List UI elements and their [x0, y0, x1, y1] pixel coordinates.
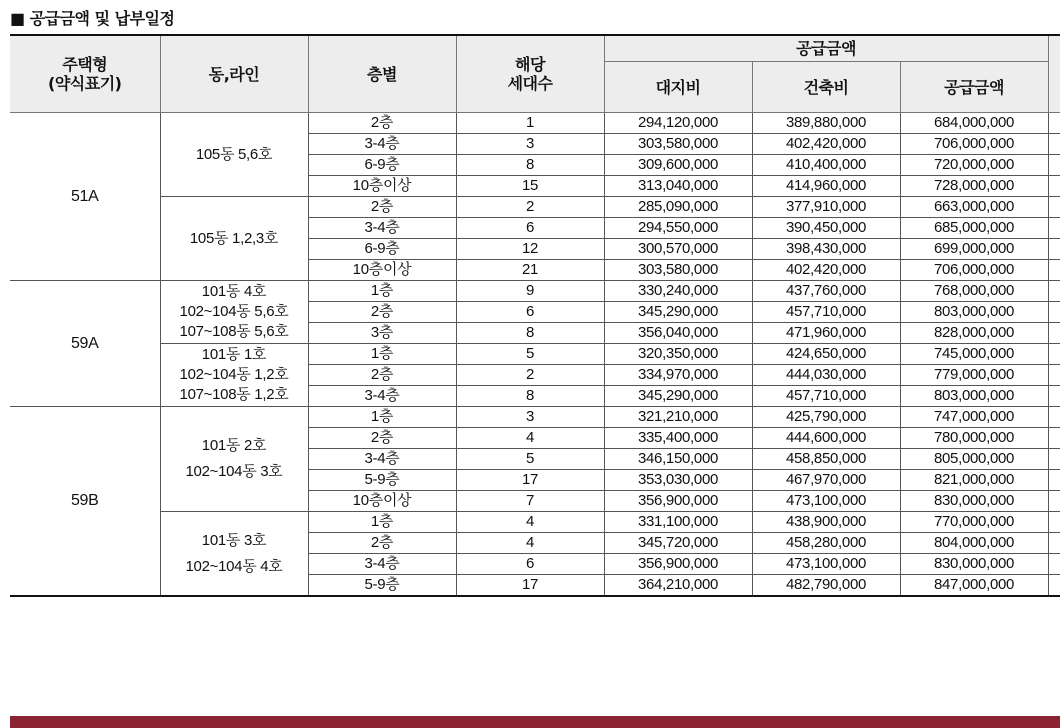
cut-off-cell [1048, 512, 1060, 533]
units-cell: 4 [456, 428, 604, 449]
supply-total-cell: 804,000,000 [900, 533, 1048, 554]
header-supply-total: 공급금액 [900, 62, 1048, 113]
cut-off-cell [1048, 428, 1060, 449]
land-cost-cell: 294,120,000 [604, 113, 752, 134]
units-cell: 21 [456, 260, 604, 281]
cut-off-cell [1048, 470, 1060, 491]
land-cost-cell: 321,210,000 [604, 407, 752, 428]
land-cost-cell: 345,290,000 [604, 386, 752, 407]
units-cell: 1 [456, 113, 604, 134]
floor-cell: 10층이상 [308, 491, 456, 512]
cut-off-cell [1048, 344, 1060, 365]
cut-off-cell [1048, 491, 1060, 512]
cut-off-cell [1048, 449, 1060, 470]
table-row [10, 344, 1060, 365]
building-cost-cell: 458,280,000 [752, 533, 900, 554]
land-cost-cell: 334,970,000 [604, 365, 752, 386]
building-cost-cell: 473,100,000 [752, 491, 900, 512]
floor-cell: 10층이상 [308, 176, 456, 197]
next-section-bar [10, 716, 1060, 728]
floor-cell: 2층 [308, 533, 456, 554]
floor-cell: 3층 [308, 323, 456, 344]
dong-line-text: 101동 2호 [201, 437, 267, 454]
land-cost-cell: 335,400,000 [604, 428, 752, 449]
cut-off-cell [1048, 176, 1060, 197]
units-cell: 15 [456, 176, 604, 197]
units-cell: 6 [456, 554, 604, 575]
header-land-cost: 대지비 [604, 62, 752, 113]
land-cost-cell: 346,150,000 [604, 449, 752, 470]
land-cost-cell: 309,600,000 [604, 155, 752, 176]
table-row [10, 407, 1060, 428]
cut-off-cell [1048, 365, 1060, 386]
dong-line-cell [160, 512, 308, 597]
building-cost-cell: 389,880,000 [752, 113, 900, 134]
header-cut-off-column [1048, 35, 1060, 113]
floor-cell: 2층 [308, 197, 456, 218]
land-cost-cell: 331,100,000 [604, 512, 752, 533]
building-cost-cell: 437,760,000 [752, 281, 900, 302]
cut-off-cell [1048, 533, 1060, 554]
dong-line-cell [160, 281, 308, 344]
units-cell: 2 [456, 365, 604, 386]
dong-line-text: 107~108동 1,2호 [179, 386, 289, 403]
land-cost-cell: 313,040,000 [604, 176, 752, 197]
header-building-cost: 건축비 [752, 62, 900, 113]
housing-type-cell: 51A [10, 113, 160, 281]
floor-cell: 2층 [308, 365, 456, 386]
floor-cell: 2층 [308, 113, 456, 134]
building-cost-cell: 390,450,000 [752, 218, 900, 239]
floor-cell: 3-4층 [308, 386, 456, 407]
building-cost-cell: 438,900,000 [752, 512, 900, 533]
dong-line-text: 105동 5,6호 [195, 145, 273, 163]
units-cell: 2 [456, 197, 604, 218]
land-cost-cell: 300,570,000 [604, 239, 752, 260]
cut-off-cell [1048, 281, 1060, 302]
dong-line-text: 102~104동 3호 [185, 463, 283, 480]
land-cost-cell: 356,040,000 [604, 323, 752, 344]
units-cell: 17 [456, 470, 604, 491]
land-cost-cell: 345,720,000 [604, 533, 752, 554]
supply-total-cell: 803,000,000 [900, 302, 1048, 323]
units-cell: 9 [456, 281, 604, 302]
land-cost-cell: 294,550,000 [604, 218, 752, 239]
land-cost-cell: 364,210,000 [604, 575, 752, 597]
building-cost-cell: 457,710,000 [752, 386, 900, 407]
land-cost-cell: 345,290,000 [604, 302, 752, 323]
supply-total-cell: 720,000,000 [900, 155, 1048, 176]
building-cost-cell: 473,100,000 [752, 554, 900, 575]
land-cost-cell: 353,030,000 [604, 470, 752, 491]
cut-off-cell [1048, 554, 1060, 575]
floor-cell: 1층 [308, 512, 456, 533]
building-cost-cell: 482,790,000 [752, 575, 900, 597]
floor-cell: 2층 [308, 302, 456, 323]
units-cell: 7 [456, 491, 604, 512]
housing-type-cell: 59A [10, 281, 160, 407]
dong-line-cell [160, 113, 308, 197]
building-cost-cell: 471,960,000 [752, 323, 900, 344]
units-cell: 6 [456, 218, 604, 239]
building-cost-cell: 398,430,000 [752, 239, 900, 260]
supply-total-cell: 685,000,000 [900, 218, 1048, 239]
table-row [10, 512, 1060, 533]
cut-off-cell [1048, 239, 1060, 260]
table-row [10, 197, 1060, 218]
floor-cell: 5-9층 [308, 470, 456, 491]
cut-off-cell [1048, 407, 1060, 428]
building-cost-cell: 444,600,000 [752, 428, 900, 449]
supply-total-cell: 684,000,000 [900, 113, 1048, 134]
table-row [10, 281, 1060, 302]
supply-total-cell: 747,000,000 [900, 407, 1048, 428]
dong-line-text: 107~108동 5,6호 [179, 323, 289, 340]
units-cell: 4 [456, 512, 604, 533]
cut-off-cell [1048, 302, 1060, 323]
supply-total-cell: 805,000,000 [900, 449, 1048, 470]
building-cost-cell: 402,420,000 [752, 134, 900, 155]
building-cost-cell: 414,960,000 [752, 176, 900, 197]
supply-total-cell: 821,000,000 [900, 470, 1048, 491]
land-cost-cell: 320,350,000 [604, 344, 752, 365]
units-cell: 4 [456, 533, 604, 554]
units-cell: 3 [456, 134, 604, 155]
supply-total-cell: 847,000,000 [900, 575, 1048, 597]
supply-total-cell: 768,000,000 [900, 281, 1048, 302]
header-dong-line: 동,라인 [160, 35, 308, 113]
floor-cell: 3-4층 [308, 554, 456, 575]
floor-cell: 6-9층 [308, 239, 456, 260]
supply-total-cell: 779,000,000 [900, 365, 1048, 386]
cut-off-cell [1048, 386, 1060, 407]
floor-cell: 1층 [308, 281, 456, 302]
floor-cell: 1층 [308, 407, 456, 428]
supply-total-cell: 830,000,000 [900, 491, 1048, 512]
dong-line-text: 102~104동 5,6호 [179, 303, 289, 320]
cut-off-cell [1048, 134, 1060, 155]
land-cost-cell: 285,090,000 [604, 197, 752, 218]
dong-line-text: 101동 1호 [201, 346, 267, 363]
dong-line-cell [160, 197, 308, 281]
dong-line-text: 101동 4호 [201, 283, 267, 300]
header-units: 해당 세대수 [456, 35, 604, 113]
header-floor: 층별 [308, 35, 456, 113]
floor-cell: 3-4층 [308, 218, 456, 239]
units-cell: 8 [456, 386, 604, 407]
building-cost-cell: 458,850,000 [752, 449, 900, 470]
supply-total-cell: 803,000,000 [900, 386, 1048, 407]
dong-line-text: 101동 3호 [201, 531, 267, 549]
floor-cell: 1층 [308, 344, 456, 365]
building-cost-cell: 425,790,000 [752, 407, 900, 428]
cut-off-cell [1048, 197, 1060, 218]
dong-line-text: 102~104동 1,2호 [179, 366, 289, 383]
dong-line-cell [160, 407, 308, 512]
supply-total-cell: 770,000,000 [900, 512, 1048, 533]
supply-total-cell: 828,000,000 [900, 323, 1048, 344]
floor-cell: 10층이상 [308, 260, 456, 281]
building-cost-cell: 377,910,000 [752, 197, 900, 218]
cut-off-cell [1048, 155, 1060, 176]
table-body [10, 113, 1060, 597]
building-cost-cell: 424,650,000 [752, 344, 900, 365]
section-title: ■ 공급금액 및 납부일정 [10, 9, 175, 28]
units-cell: 6 [456, 302, 604, 323]
land-cost-cell: 330,240,000 [604, 281, 752, 302]
units-cell: 8 [456, 155, 604, 176]
units-cell: 3 [456, 407, 604, 428]
supply-total-cell: 699,000,000 [900, 239, 1048, 260]
units-cell: 17 [456, 575, 604, 597]
supply-total-cell: 706,000,000 [900, 134, 1048, 155]
supply-total-cell: 728,000,000 [900, 176, 1048, 197]
land-cost-cell: 356,900,000 [604, 554, 752, 575]
housing-type-cell: 59B [10, 407, 160, 597]
header-supply-group: 공급금액 [604, 35, 1048, 62]
dong-line-text: 102~104동 4호 [185, 557, 283, 575]
floor-cell: 3-4층 [308, 134, 456, 155]
floor-cell: 3-4층 [308, 449, 456, 470]
supply-total-cell: 830,000,000 [900, 554, 1048, 575]
floor-cell: 6-9층 [308, 155, 456, 176]
units-cell: 5 [456, 344, 604, 365]
cut-off-cell [1048, 575, 1060, 597]
supply-price-table [10, 34, 1060, 597]
building-cost-cell: 402,420,000 [752, 260, 900, 281]
supply-total-cell: 780,000,000 [900, 428, 1048, 449]
building-cost-cell: 410,400,000 [752, 155, 900, 176]
land-cost-cell: 303,580,000 [604, 134, 752, 155]
building-cost-cell: 444,030,000 [752, 365, 900, 386]
supply-total-cell: 706,000,000 [900, 260, 1048, 281]
table-row [10, 113, 1060, 134]
land-cost-cell: 303,580,000 [604, 260, 752, 281]
building-cost-cell: 457,710,000 [752, 302, 900, 323]
cut-off-cell [1048, 260, 1060, 281]
land-cost-cell: 356,900,000 [604, 491, 752, 512]
floor-cell: 2층 [308, 428, 456, 449]
header-housing-type: 주택형 (약식표기) [10, 35, 160, 113]
units-cell: 8 [456, 323, 604, 344]
building-cost-cell: 467,970,000 [752, 470, 900, 491]
cut-off-cell [1048, 218, 1060, 239]
supply-total-cell: 663,000,000 [900, 197, 1048, 218]
floor-cell: 5-9층 [308, 575, 456, 597]
cut-off-cell [1048, 323, 1060, 344]
dong-line-text: 105동 1,2,3호 [189, 229, 279, 247]
units-cell: 5 [456, 449, 604, 470]
units-cell: 12 [456, 239, 604, 260]
dong-line-cell [160, 344, 308, 407]
cut-off-cell [1048, 113, 1060, 134]
supply-total-cell: 745,000,000 [900, 344, 1048, 365]
